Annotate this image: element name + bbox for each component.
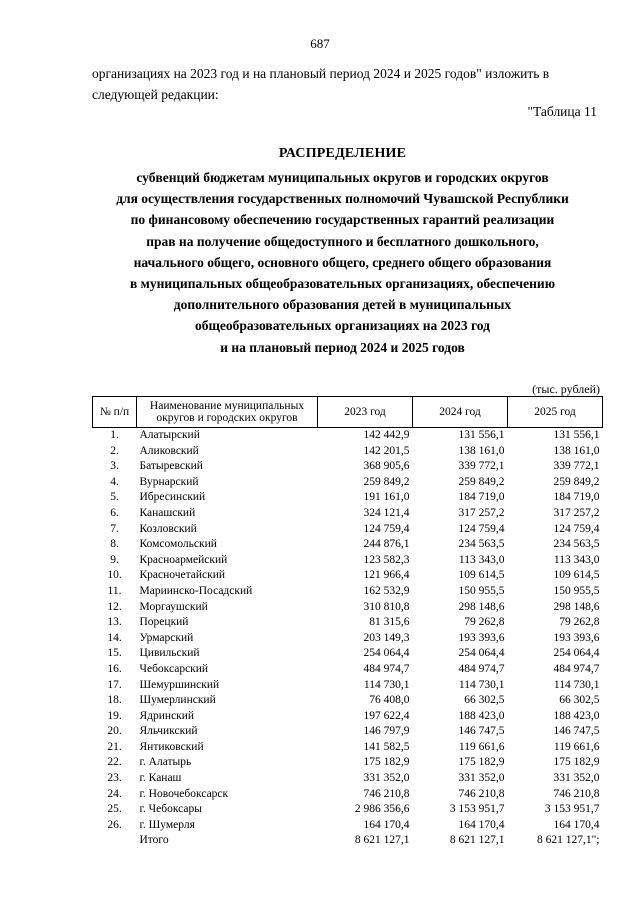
row-value-2025: 746 210,8	[553, 787, 600, 800]
row-value-2025: 113 343,0	[553, 553, 600, 566]
table-tag: "Таблица 11	[527, 104, 597, 119]
row-municipality: Шемуршинский	[139, 678, 220, 691]
row-value-2023: 244 876,1	[363, 538, 410, 551]
row-municipality: Козловский	[139, 522, 197, 535]
header-number: № п/п	[93, 397, 137, 428]
row-value-2025: 317 257,2	[553, 506, 600, 519]
table-row	[93, 490, 603, 506]
row-number: 20.	[107, 725, 122, 738]
row-value-2023: 368 905,6	[363, 460, 410, 473]
row-value-2024: 150 955,5	[458, 584, 505, 597]
row-value-2024: 298 148,6	[458, 600, 505, 613]
row-value-2025: 164 170,4	[553, 818, 600, 831]
row-value-2024: 79 262,8	[464, 616, 505, 629]
row-value-2025: 234 563,5	[553, 538, 600, 551]
row-municipality: Ядринский	[139, 709, 195, 722]
row-number: 26.	[107, 818, 122, 831]
table-row	[93, 568, 603, 584]
table-row	[93, 755, 603, 771]
units-label: (тыс. рублей)	[532, 382, 600, 396]
row-value-2025: 339 772,1	[553, 460, 600, 473]
table-row	[93, 428, 603, 444]
row-municipality: г. Алатырь	[139, 756, 192, 769]
row-value-2024: 484 974,7	[458, 662, 505, 675]
table-row	[93, 506, 603, 522]
row-value-2024: 146 747,5	[458, 725, 505, 738]
table-row	[93, 584, 603, 600]
row-value-2024: 193 393,6	[458, 631, 505, 644]
table-row	[93, 615, 603, 631]
row-value-2025: 188 423,0	[553, 709, 600, 722]
row-municipality: Алатырский	[139, 429, 200, 441]
row-value-2025: 484 974,7	[553, 662, 600, 675]
row-number: 25.	[107, 803, 122, 816]
table-row	[93, 646, 603, 662]
row-number: 12.	[107, 600, 122, 613]
subtitle-line: субвенций бюджетам муниципальных округов и городских округов	[136, 170, 549, 185]
table-row	[93, 662, 603, 678]
row-value-2024: 138 161,0	[458, 444, 505, 457]
row-value-2023: 191 161,0	[363, 491, 410, 504]
subtitle-line: и на плановый период 2024 и 2025 годов	[220, 339, 465, 355]
subtitle-line: начального общего, основного общего, среднего общего образования	[133, 254, 552, 270]
page-number: 687	[310, 36, 330, 51]
row-value-2023: 254 064,4	[363, 647, 410, 660]
table-row	[93, 833, 603, 849]
table-row	[93, 724, 603, 740]
table-row	[93, 459, 603, 475]
row-municipality: Ибресинский	[139, 491, 206, 504]
subtitle-line: общеобразовательных организациях на 2023 год	[195, 318, 490, 334]
row-value-2024: 131 556,1	[458, 429, 505, 441]
header-municipality: Наименование муниципальных округов и городских округов	[137, 397, 318, 428]
row-number: 4.	[110, 475, 119, 488]
table-row	[93, 600, 603, 616]
row-value-2025: 175 182,9	[553, 756, 600, 769]
row-value-2025: 66 302,5	[559, 694, 600, 707]
row-municipality: Аликовский	[139, 444, 199, 457]
row-number: 14.	[107, 631, 122, 644]
row-municipality: Яльчикский	[139, 725, 198, 738]
row-number: 15.	[107, 647, 122, 660]
row-number: 5.	[110, 491, 119, 504]
row-value-2024: 66 302,5	[464, 694, 505, 707]
row-value-2025: 114 730,1	[553, 678, 600, 691]
row-value-2025: 79 262,8	[559, 616, 600, 629]
row-value-2024: 317 257,2	[458, 506, 505, 519]
table-row	[93, 522, 603, 538]
document-subtitle	[40, 167, 640, 358]
row-value-2023: 141 582,5	[363, 740, 410, 753]
row-value-2025: 131 556,1	[553, 429, 600, 441]
row-value-2024: 339 772,1	[458, 460, 505, 473]
row-value-2023: 162 532,9	[363, 584, 410, 597]
row-municipality: Чебоксарский	[139, 662, 209, 675]
row-value-2023: 142 442,9	[363, 429, 410, 441]
row-value-2024: 254 064,4	[458, 647, 505, 660]
row-value-2024: 109 614,5	[458, 569, 505, 582]
row-municipality: г. Шумерля	[139, 818, 195, 831]
row-value-2024: 8 621 127,1	[449, 834, 505, 847]
row-municipality: Батыревский	[139, 460, 203, 473]
row-municipality: Красноармейский	[139, 553, 228, 566]
row-number: 3.	[110, 460, 119, 473]
row-value-2025: 8 621 127,1";	[536, 834, 600, 847]
row-number: 1.	[110, 429, 119, 441]
table-header-row	[93, 397, 603, 428]
row-number: 16.	[107, 662, 122, 675]
table-body	[93, 428, 603, 850]
row-value-2023: 142 201,5	[363, 444, 410, 457]
header-2024: 2024 год	[413, 397, 508, 428]
row-value-2023: 310 810,8	[363, 600, 410, 613]
row-municipality: Моргаушский	[139, 600, 208, 613]
document-heading: РАСПРЕДЕЛЕНИЕ	[278, 146, 407, 161]
row-value-2023: 259 849,2	[363, 475, 410, 488]
row-value-2023: 164 170,4	[363, 818, 410, 831]
table-row	[93, 771, 603, 787]
row-value-2023: 124 759,4	[363, 522, 410, 535]
row-number: 2.	[110, 444, 119, 457]
row-municipality: г. Канаш	[139, 772, 182, 785]
subtitle-line: по финансовому обеспечению государственных гарантий реализации	[130, 212, 555, 228]
row-municipality: Канашский	[139, 506, 196, 519]
table-row	[93, 631, 603, 647]
row-value-2023: 324 121,4	[363, 506, 410, 519]
row-value-2023: 81 315,6	[369, 616, 410, 629]
row-number: 22.	[107, 756, 122, 769]
row-value-2023: 746 210,8	[363, 787, 410, 800]
row-value-2025: 138 161,0	[553, 444, 600, 457]
table-row	[93, 787, 603, 803]
row-value-2025: 331 352,0	[553, 772, 600, 785]
table-row	[93, 678, 603, 694]
row-number: 9.	[110, 553, 119, 566]
row-value-2025: 109 614,5	[553, 569, 600, 582]
row-value-2024: 188 423,0	[458, 709, 505, 722]
row-number: 10.	[107, 569, 122, 582]
row-value-2024: 175 182,9	[458, 756, 505, 769]
row-municipality: Цивильский	[139, 647, 200, 660]
row-value-2024: 184 719,0	[458, 491, 505, 504]
row-value-2023: 123 582,3	[363, 553, 410, 566]
row-value-2024: 746 210,8	[458, 787, 505, 800]
row-value-2023: 203 149,3	[363, 631, 410, 644]
row-value-2025: 3 153 951,7	[544, 803, 600, 816]
table-row	[93, 693, 603, 709]
row-value-2024: 124 759,4	[458, 522, 505, 535]
table-row	[93, 740, 603, 756]
row-municipality: г. Чебоксары	[139, 803, 202, 816]
row-value-2024: 331 352,0	[458, 772, 505, 785]
subtitle-line: для осуществления государственных полномочий Чувашской Республики	[116, 191, 569, 207]
row-value-2025: 254 064,4	[553, 647, 600, 660]
row-value-2023: 114 730,1	[363, 678, 410, 691]
row-number: 18.	[107, 694, 122, 707]
row-number: 21.	[107, 740, 122, 753]
table-row	[93, 475, 603, 491]
row-value-2025: 259 849,2	[553, 475, 600, 488]
row-value-2024: 3 153 951,7	[449, 803, 505, 816]
row-value-2023: 175 182,9	[363, 756, 410, 769]
row-number: 6.	[110, 506, 119, 519]
row-municipality: г. Новочебоксарск	[139, 787, 229, 800]
subtitle-line: в муниципальных общеобразовательных организациях, обеспечению	[129, 276, 556, 292]
table-row	[93, 537, 603, 553]
table-row	[93, 818, 603, 834]
row-number: 24.	[107, 787, 122, 800]
row-value-2025: 193 393,6	[553, 631, 600, 644]
row-value-2023: 146 797,9	[363, 725, 410, 738]
row-value-2025: 119 661,6	[553, 740, 600, 753]
table-row	[93, 802, 603, 818]
row-municipality: Урмарский	[139, 631, 194, 644]
table-row	[93, 444, 603, 460]
row-value-2025: 124 759,4	[553, 522, 600, 535]
row-value-2025: 298 148,6	[553, 600, 600, 613]
row-value-2023: 121 966,4	[363, 569, 410, 582]
row-municipality: Мариинско-Посадский	[139, 584, 253, 597]
row-number: 23.	[107, 772, 122, 785]
row-number: 17.	[107, 678, 122, 691]
row-municipality: Янтиковский	[139, 740, 204, 753]
row-number: 11.	[107, 584, 122, 597]
table-row	[93, 709, 603, 725]
row-value-2023: 484 974,7	[363, 662, 410, 675]
row-municipality: Итого	[139, 834, 169, 847]
row-value-2025: 146 747,5	[553, 725, 600, 738]
row-number: 13.	[107, 616, 122, 629]
row-value-2023: 331 352,0	[363, 772, 410, 785]
row-value-2023: 76 408,0	[369, 694, 410, 707]
row-municipality: Порецкий	[139, 616, 189, 629]
row-value-2024: 259 849,2	[458, 475, 505, 488]
row-value-2024: 164 170,4	[458, 818, 505, 831]
row-municipality: Вурнарский	[139, 475, 199, 488]
row-municipality: Красночетайский	[139, 569, 226, 582]
row-value-2025: 150 955,5	[553, 584, 600, 597]
row-municipality: Шумерлинский	[139, 694, 216, 707]
row-number: 8.	[110, 538, 119, 551]
row-value-2024: 234 563,5	[458, 538, 505, 551]
row-value-2023: 197 622,4	[363, 709, 410, 722]
table-row	[93, 553, 603, 569]
row-value-2023: 2 986 356,6	[354, 803, 410, 816]
row-municipality: Комсомольский	[139, 538, 217, 551]
subtitle-line: дополнительного образования детей в муниципальных	[173, 297, 512, 313]
intro-text: организациях на 2023 год и на плановый период 2024 и 2025 годов" изложить в следующей редакции:	[92, 66, 550, 102]
row-value-2024: 119 661,6	[458, 740, 505, 753]
subtitle-line: прав на получение общедоступного и бесплатного дошкольного,	[146, 233, 539, 249]
subvention-table	[92, 396, 603, 849]
row-value-2024: 114 730,1	[458, 678, 505, 691]
row-number: 19.	[107, 709, 122, 722]
header-2023: 2023 год	[318, 397, 413, 428]
row-number	[93, 833, 137, 849]
row-value-2025: 184 719,0	[553, 491, 600, 504]
row-value-2024: 113 343,0	[458, 553, 505, 566]
header-2025: 2025 год	[508, 397, 603, 428]
row-value-2023: 8 621 127,1	[354, 834, 410, 847]
row-number: 7.	[110, 522, 119, 535]
